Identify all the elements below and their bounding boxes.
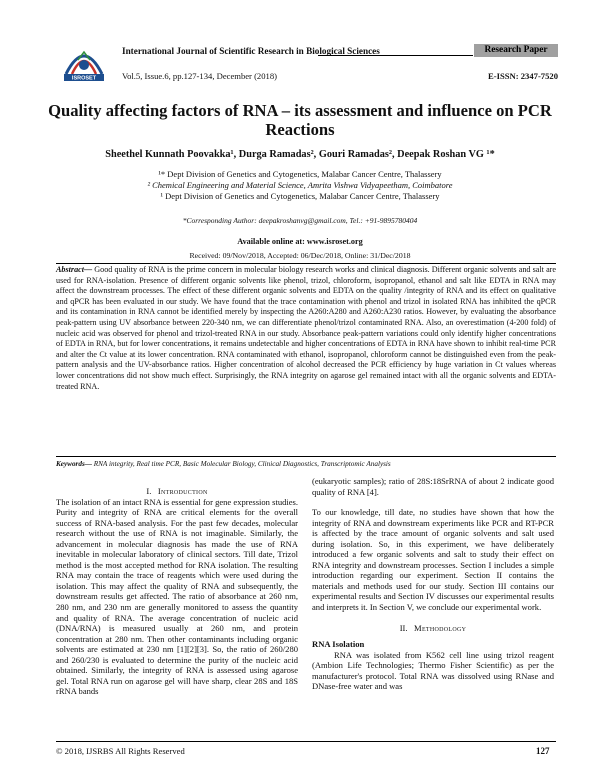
methods-heading: II. Methodology (399, 622, 467, 633)
received-dates: Received: 09/Nov/2018, Accepted: 06/Dec/2018, Online: 31/Dec/2018 (189, 251, 411, 260)
corresponding-author: *Corresponding Author: deepakroshanvg@gmail.com, Tel.: +91-9895780404 (182, 216, 418, 225)
abstract (56, 265, 556, 392)
footer-copyright: © 2018, IJSRBS All Rights Reserved (56, 746, 185, 756)
right-column (312, 476, 554, 692)
paper-type-badge: Research Paper (474, 44, 558, 57)
footer-rule (56, 741, 556, 742)
intro-heading: I. Introduction (146, 486, 208, 496)
abstract-label: Abstract— (56, 265, 93, 274)
paper-title: Quality affecting factors of RNA – its assessment and influence on PCR Reactions (48, 101, 552, 139)
right-para-1: (eukaryotic samples); ratio of 28S:18SrRNA of about 2 indicate good quality of RNA [4]. (312, 476, 554, 497)
available-online: Available online at: www.isroset.org (237, 237, 363, 246)
keywords (56, 460, 556, 468)
issn: E-ISSN: 2347-7520 (488, 71, 558, 81)
logo-text: ISROSET (71, 75, 97, 82)
rna-isolation-heading: RNA Isolation (312, 639, 365, 650)
volume-info: Vol.5, Issue.6, pp.127-134, December (2018) (122, 71, 277, 81)
page-number: 127 (536, 746, 550, 756)
affiliation-2: ² Chemical Engineering and Material Science, Amrita Vishwa Vidyapeetham, Coimbatore (147, 180, 453, 190)
keywords-text: RNA integrity, Real time PCR, Basic Molecular Biology, Clinical Diagnostics, Transcriptomic Analysis (91, 460, 391, 468)
abstract-top-rule (56, 263, 556, 264)
authors: Sheethel Kunnath Poovakka¹, Durga Ramadas², Gouri Ramadas², Deepak Roshan VG ¹* (105, 149, 495, 160)
affiliation-3: ¹ Dept Division of Genetics and Cytogenetics, Malabar Cancer Centre, Thalassery (160, 191, 440, 201)
right-para-2: To our knowledge, till date, no studies have shown that how the integrity of RNA and downstream experiments like PCR and RT-PCR is affected by the trace amount of organic solvents and salt used during isolation. So, in this experiment, we have deliberately introduced a few organic solvents and salt to study their effect on RNA integrity and downstream processes. Section I includes a simple introduction regarding our experiment. Section II contains the materials and methods used for our study. Section III contains our experimental results and Section IV discusses our experimental results and interprets it. In Section V, we conclude our experimental work. (312, 507, 554, 613)
affiliation-1: ¹* Dept Division of Genetics and Cytogenetics, Malabar Cancer Centre, Thalassery (158, 169, 442, 179)
journal-logo (58, 44, 110, 82)
journal-name: International Journal of Scientific Research in Biological Sciences (122, 46, 380, 56)
abstract-text: Good quality of RNA is the prime concern in molecular biology research works and clinical diagnosis. Different organic solvents and salt are used for RNA-isolation. Presence of different organic solvents like phenol, trizol, chloroform, isopropanol, ethanol and salt like EDTA in RNA may affect the downstream processes. The effect of these different organic solvents and EDTA on the quality /integrity of RNA and its effect on qualitative and qPCR has been evaluated in our study. We have found that the trace contamination with phenol and trizol in isolated RNA has inhibited the qPCR and its contamination in RNA cannot be identified merely by inspecting the A260:A280 and A260:A230 ratios. However, by evaluating the absorbance peak-pattern using UV absorbance between 220-340 nm, we can differentiate phenol/trizol contaminated RNA. Also, an overestimation (4-200 fold) of nucleic acid was observed for phenol and trizol-treated RNA in our study. Absorbance peak-pattern variations could only identify higher concentrations of EDTA in RNA, but for lower concentrations, it remains undetectable and higher concentrations of EDTA in RNA have shown to inhibit real-time PCR and alter the Ct value at its lower concentration. RNA contaminated with ethanol, isopropanol, chloroform cannot be distinguished even from the peak-pattern analysis and the UV-absorbance ratios. Higher concentration of alcohol decreased the PCR efficiency by huge variation in Ct values whereas lower concentrations did not show much effect. Surprisingly, the RNA integrity on agarose gel remained intact with all the organic solvents and EDTA-treated RNA. (56, 265, 556, 391)
intro-text: The isolation of an intact RNA is essential for gene expression studies. Purity and integrity of RNA are critical elements for the overall success of RNA-based analysis. For the past few decades, molecular research without the use of RNA is not imaginable. Similarly, the advancement in molecular diagnosis has made the use of RNA inevitable in molecular laboratory of clinical sectors. Till date, Trizol method is the most accepted method for RNA isolation. The resulting RNA may contain the trace of reagents which were used during the isolation. This may affect the quality of RNA and subsequently, the downstream results get affected. The ratio of absorbance at 260 nm, 280 nm, and 230 nm are generally monitored to assess the quantity and quality of RNA. The average concentration of nucleic acid (DNA/RNA) is measured usually at 260 nm, and protein concentration at 280 nm. Then other contaminants including organic solvents are estimated at 230 nm [1][2][3]. So, the ratio of 260/280 and 260/230 is evaluated to determine the purity of the nucleic acid obtained. Similarly, the integrity of RNA is assessed using agarose gel. Total RNA run on agarose gel will have sharp, clear 28S and 18S rRNA bands (56, 496, 298, 697)
left-column (56, 486, 298, 697)
header-rule (318, 55, 473, 56)
abstract-bottom-rule (56, 456, 556, 457)
keywords-label: Keywords— (56, 460, 92, 468)
rna-isolation-text: RNA was isolated from K562 cell line using trizol reagent (Ambion Life Technologies; Thermo Fisher Scientific) as per the manufacturer's protocol. Total RNA was dissolved using RNase and DNase-free water and was (312, 649, 554, 692)
